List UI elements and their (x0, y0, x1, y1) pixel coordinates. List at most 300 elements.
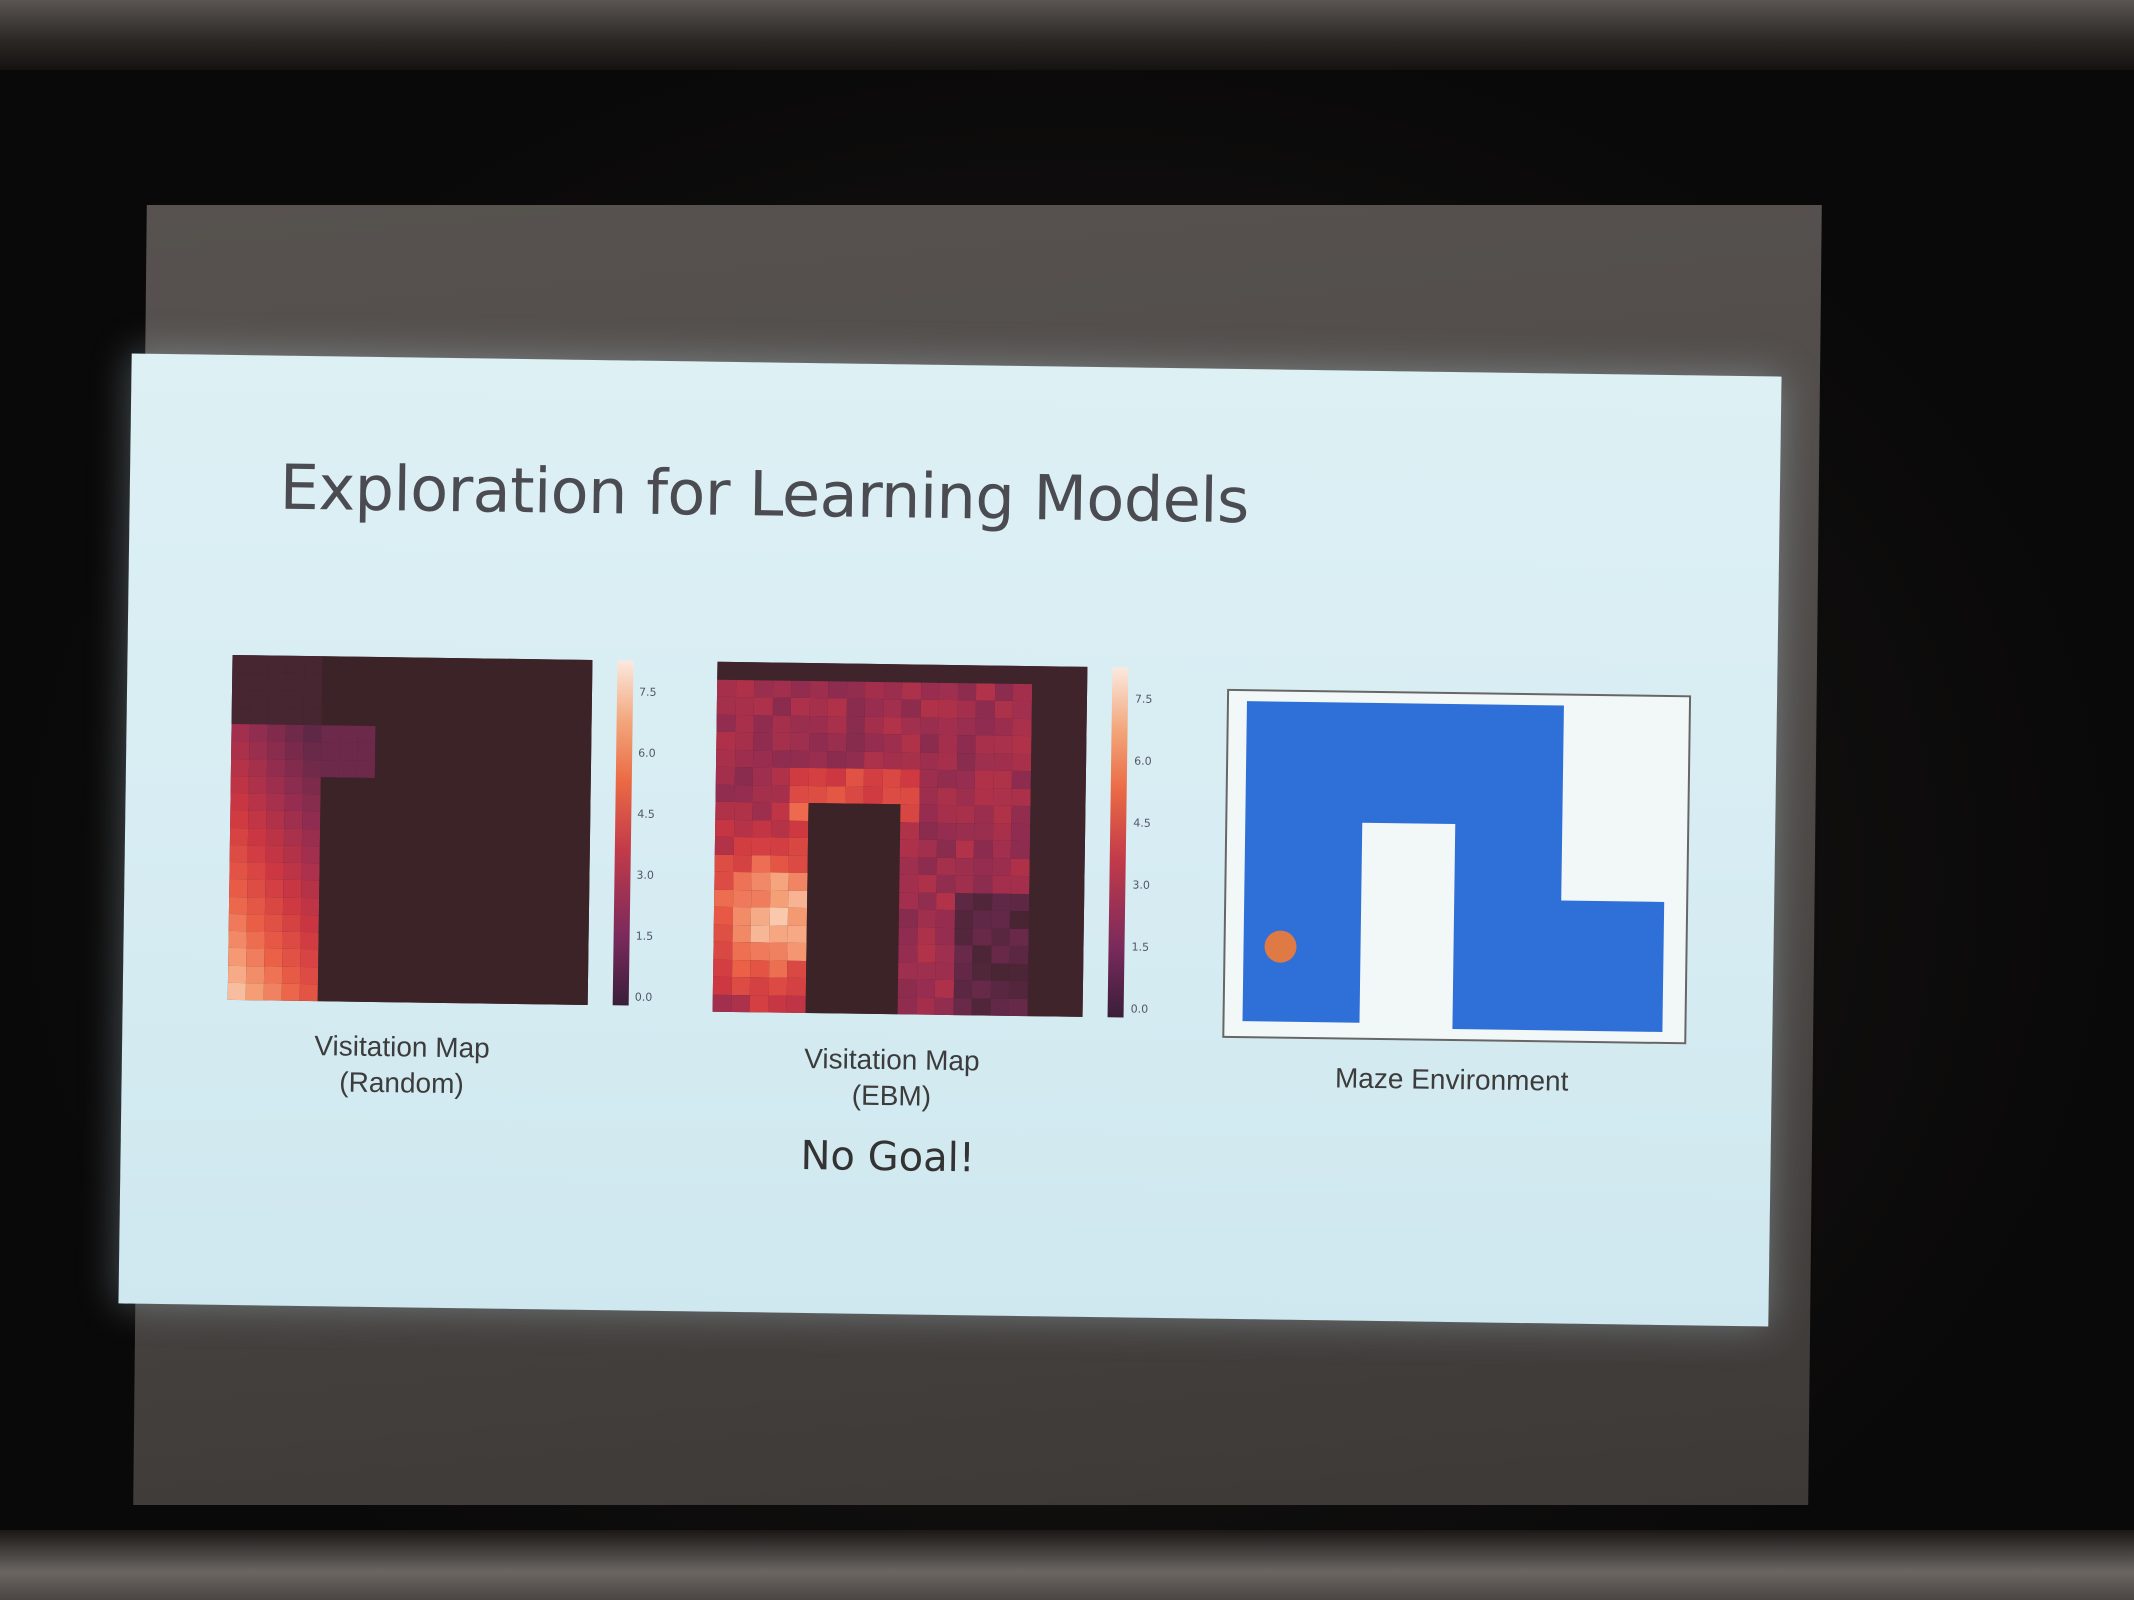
heatmap-random-cell (265, 880, 283, 897)
heatmap-ebm-cell (714, 907, 733, 925)
heatmap-random-cell (465, 779, 483, 796)
heatmap-ebm-cell (828, 681, 847, 699)
caption-ebm (741, 1040, 1042, 1116)
heatmap-ebm-cell (862, 891, 881, 909)
heatmap-random-cell (321, 725, 339, 742)
heatmap-random-cell (482, 848, 500, 865)
heatmap-random-cell (411, 761, 429, 778)
heatmap-random-cell (430, 675, 448, 692)
heatmap-random-cell (464, 831, 482, 848)
heatmap-ebm-cell (972, 945, 991, 963)
heatmap-random-cell (246, 948, 264, 965)
heatmap-ebm-cell (880, 909, 899, 927)
heatmap-random-cell (249, 741, 267, 758)
heatmap-random-cell (516, 935, 534, 952)
heatmap-ebm-cell (1046, 946, 1065, 964)
heatmap-ebm-cell (1066, 824, 1085, 842)
heatmap-ebm-cell (1048, 806, 1067, 824)
heatmap-ebm-cell (845, 751, 864, 769)
heatmap-ebm-cell (1066, 842, 1085, 860)
heatmap-random-cell (303, 742, 321, 759)
heatmap-random-cell (336, 967, 354, 984)
heatmap-random-cell (552, 935, 570, 952)
heatmap-random-cell (537, 728, 555, 745)
heatmap-ebm-cell (1029, 894, 1048, 912)
heatmap-ebm-cell (773, 663, 792, 681)
heatmap-random-cell (283, 897, 301, 914)
heatmap-random-cell (319, 898, 337, 915)
heatmap-ebm-cell (788, 890, 807, 908)
heatmap-ebm-cell (993, 788, 1012, 806)
heatmap-ebm-cell (751, 890, 770, 908)
heatmap-random-cell (428, 847, 446, 864)
heatmap-ebm-cell (826, 821, 845, 839)
heatmap-random-cell (426, 968, 444, 985)
heatmap-ebm-cell (954, 945, 973, 963)
heatmap-random-cell (393, 743, 411, 760)
heatmap-random-cell (340, 674, 358, 691)
heatmap-ebm-cell (973, 893, 992, 911)
heatmap-random-cell (230, 810, 248, 827)
heatmap-ebm-cell (1032, 666, 1051, 684)
heatmap-random-cell (247, 914, 265, 931)
heatmap-random-cell (301, 897, 319, 914)
heatmap-ebm-cell (862, 926, 881, 944)
heatmap-ebm-cell (955, 875, 974, 893)
heatmap-ebm-cell (863, 856, 882, 874)
heatmap-random-cell (429, 761, 447, 778)
heatmap-random-cell (304, 708, 322, 725)
heatmap-random-cell (374, 795, 392, 812)
heatmap-ebm-cell (805, 995, 824, 1013)
heatmap-random-cell (534, 970, 552, 987)
heatmap-random-cell (320, 846, 338, 863)
heatmap-ebm-cell (732, 924, 751, 942)
colorbar-tick: 4.5 (637, 807, 655, 821)
heatmap-random-cell (518, 814, 536, 831)
heatmap-ebm-cell (750, 977, 769, 995)
heatmap-ebm-cell (1010, 893, 1029, 911)
heatmap-random-cell (464, 796, 482, 813)
colorbar-ebm (1108, 667, 1129, 1017)
heatmap-ebm-cell (1011, 788, 1030, 806)
heatmap-random-cell (232, 655, 250, 672)
heatmap-random-cell (392, 795, 410, 812)
heatmap-ebm-cell (753, 785, 772, 803)
heatmap-ebm-cell (975, 770, 994, 788)
heatmap-ebm-cell (717, 679, 736, 697)
heatmap-ebm-cell (768, 977, 787, 995)
heatmap-ebm-cell (806, 960, 825, 978)
heatmap-ebm-cell (790, 785, 809, 803)
heatmap-random-cell (573, 763, 591, 780)
heatmap-ebm-cell (805, 978, 824, 996)
heatmap-random-cell (268, 690, 286, 707)
heatmap-random-cell (246, 931, 264, 948)
heatmap-random-cell (556, 694, 574, 711)
heatmap-random-cell (501, 762, 519, 779)
heatmap-ebm-cell (937, 822, 956, 840)
heatmap-ebm-cell (717, 697, 736, 715)
heatmap-ebm-cell (791, 680, 810, 698)
heatmap-ebm-cell (1066, 877, 1085, 895)
heatmap-ebm-cell (1068, 702, 1087, 720)
projector-ledge (0, 1530, 2134, 1600)
heatmap-ebm-cell (974, 788, 993, 806)
heatmap-random-cell (376, 709, 394, 726)
heatmap-random-cell (410, 847, 428, 864)
heatmap-ebm-cell (771, 785, 790, 803)
heatmap-ebm-cell (1067, 789, 1086, 807)
heatmap-random-cell (573, 780, 591, 797)
heatmap-ebm-cell (994, 701, 1013, 719)
heatmap-random-cell (446, 848, 464, 865)
heatmap-ebm-cell (1031, 684, 1050, 702)
heatmap-random-cell (282, 932, 300, 949)
heatmap-ebm-cell (808, 768, 827, 786)
heatmap-ebm-cell (920, 735, 939, 753)
heatmap-ebm-cell (1029, 859, 1048, 877)
heatmap-ebm-cell (808, 821, 827, 839)
heatmap-ebm-cell (900, 822, 919, 840)
heatmap-ebm-cell (919, 752, 938, 770)
heatmap-ebm-cell (1012, 736, 1031, 754)
heatmap-random-cell (499, 917, 517, 934)
heatmap-ebm-cell (935, 945, 954, 963)
heatmap-random-cell (319, 880, 337, 897)
heatmap-random-cell (574, 660, 592, 677)
heatmap-ebm-cell (806, 908, 825, 926)
heatmap-ebm-cell (733, 889, 752, 907)
heatmap-random-cell (519, 728, 537, 745)
heatmap-random-cell (517, 900, 535, 917)
heatmap-random-cell (376, 691, 394, 708)
heatmap-ebm-cell (1030, 771, 1049, 789)
heatmap-random-cell (282, 983, 300, 1000)
heatmap-ebm-cell (864, 734, 883, 752)
heatmap-random-cell (502, 693, 520, 710)
heatmap-ebm-cell (898, 997, 917, 1015)
heatmap-ebm-cell (716, 714, 735, 732)
heatmap-random-cell (249, 724, 267, 741)
heatmap-random-cell (302, 794, 320, 811)
heatmap-random-cell (265, 914, 283, 931)
heatmap-ebm-cell (1048, 789, 1067, 807)
heatmap-ebm-cell (917, 910, 936, 928)
heatmap-random-cell (318, 984, 336, 1001)
heatmap-random-cell (463, 917, 481, 934)
heatmap-ebm-cell (973, 875, 992, 893)
heatmap-random-cell (445, 899, 463, 916)
heatmap-ebm-cell (731, 994, 750, 1012)
colorbar-tick: 3.0 (636, 868, 655, 882)
heatmap-ebm-cell (715, 854, 734, 872)
heatmap-random-cell (267, 742, 285, 759)
heatmap-random-cell (336, 932, 354, 949)
heatmap-random-cell (538, 659, 556, 676)
heatmap-random-cell (357, 743, 375, 760)
heatmap-random-cell (482, 831, 500, 848)
heatmap-ebm-cell (806, 926, 825, 944)
heatmap-random-cell (250, 707, 268, 724)
heatmap-ebm-cell (1030, 806, 1049, 824)
heatmap-ebm-cell (754, 680, 773, 698)
heatmap-random-cell (483, 727, 501, 744)
heatmap-ebm-cell (975, 735, 994, 753)
heatmap-random-cell (446, 830, 464, 847)
heatmap-ebm-cell (937, 805, 956, 823)
heatmap-ebm-cell (992, 876, 1011, 894)
heatmap-ebm-cell (809, 733, 828, 751)
heatmap-random-cell (572, 798, 590, 815)
heatmap-ebm-cell (1009, 963, 1028, 981)
heatmap-random-cell (374, 812, 392, 829)
heatmap-random-cell (516, 952, 534, 969)
heatmap-random-cell (517, 918, 535, 935)
heatmap-random-cell (445, 917, 463, 934)
heatmap-ebm-cell (751, 925, 770, 943)
heatmap-random-cell (570, 936, 588, 953)
heatmap-random-cell (321, 742, 339, 759)
heatmap-ebm-cell (790, 750, 809, 768)
heatmap-ebm-cell (976, 683, 995, 701)
heatmap-random-cell (552, 953, 570, 970)
heatmap-ebm-cell (993, 806, 1012, 824)
heatmap-ebm-cell (993, 753, 1012, 771)
heatmap-random-cell (231, 776, 249, 793)
heatmap-random-cell (322, 673, 340, 690)
heatmap-random-cell (228, 983, 246, 1000)
heatmap-ebm-cell (1012, 718, 1031, 736)
heatmap-ebm-cell (900, 857, 919, 875)
heatmap-random-cell (430, 658, 448, 675)
heatmap-ebm-cell (825, 873, 844, 891)
heatmap-ebm-cell (939, 682, 958, 700)
heatmap-random-cell (356, 795, 374, 812)
heatmap-random-cell (408, 968, 426, 985)
heatmap-ebm-cell (734, 749, 753, 767)
heatmap-random-cell (516, 987, 534, 1004)
heatmap-random-cell (426, 951, 444, 968)
heatmap-ebm-cell (921, 665, 940, 683)
heatmap-ebm-cell (768, 995, 787, 1013)
heatmap-ebm-cell (771, 750, 790, 768)
heatmap-random-cell (229, 862, 247, 879)
no-goal-note: No Goal! (800, 1132, 976, 1182)
heatmap-random-cell (319, 863, 337, 880)
heatmap-ebm-cell (788, 908, 807, 926)
heatmap-random-cell (284, 828, 302, 845)
heatmap-ebm-cell (1027, 999, 1046, 1017)
heatmap-random (228, 655, 593, 1005)
heatmap-ebm-cell (1066, 894, 1085, 912)
heatmap-random-cell (339, 760, 357, 777)
heatmap-ebm-cell (900, 804, 919, 822)
heatmap-ebm-cell (825, 908, 844, 926)
heatmap-ebm-cell (990, 998, 1009, 1016)
heatmap-random-cell (267, 724, 285, 741)
heatmap-ebm-cell (843, 909, 862, 927)
heatmap-ebm-cell (880, 962, 899, 980)
heatmap-ebm-cell (769, 960, 788, 978)
heatmap-ebm-cell (1046, 964, 1065, 982)
heatmap-random-cell (501, 779, 519, 796)
heatmap-random-cell (517, 883, 535, 900)
heatmap-ebm-cell (846, 734, 865, 752)
heatmap-random-cell (480, 934, 498, 951)
heatmap-random-cell (248, 845, 266, 862)
heatmap-random-cell (428, 830, 446, 847)
heatmap-random-cell (572, 815, 590, 832)
heatmap-ebm-cell (863, 786, 882, 804)
heatmap-ebm-cell (973, 910, 992, 928)
heatmap-ebm-cell (827, 786, 846, 804)
heatmap-ebm-cell (1064, 999, 1083, 1017)
heatmap-random-cell (338, 846, 356, 863)
heatmap-random-cell (534, 987, 552, 1004)
heatmap-random-cell (372, 933, 390, 950)
heatmap-ebm-cell (1048, 841, 1067, 859)
heatmap-ebm-cell (807, 856, 826, 874)
heatmap-random-cell (247, 897, 265, 914)
heatmap-ebm-cell (787, 978, 806, 996)
heatmap-random-cell (462, 934, 480, 951)
heatmap-ebm-cell (902, 699, 921, 717)
heatmap-ebm-cell (734, 767, 753, 785)
heatmap-ebm (713, 662, 1088, 1017)
heatmap-ebm-cell (861, 944, 880, 962)
heatmap-random-cell (427, 916, 445, 933)
heatmap-ebm-cell (825, 926, 844, 944)
heatmap-random-cell (267, 776, 285, 793)
heatmap-ebm-cell (899, 874, 918, 892)
colorbar-tick: 1.5 (1131, 940, 1150, 954)
heatmap-random-cell (394, 709, 412, 726)
heatmap-random-cell (390, 968, 408, 985)
heatmap-ebm-cell (1048, 824, 1067, 842)
heatmap-random-cell (355, 881, 373, 898)
heatmap-ebm-cell (750, 942, 769, 960)
colorbar-tick: 0.0 (634, 990, 653, 1004)
heatmap-ebm-cell (1065, 947, 1084, 965)
heatmap-ebm-cell (736, 662, 755, 680)
heatmap-random-cell (248, 810, 266, 827)
heatmap-ebm-cell (787, 995, 806, 1013)
heatmap-random-cell (230, 827, 248, 844)
heatmap-random-cell (230, 845, 248, 862)
heatmap-random-cell (444, 934, 462, 951)
heatmap-random-cell (390, 933, 408, 950)
heatmap-ebm-cell (883, 734, 902, 752)
heatmap-random-cell (286, 656, 304, 673)
heatmap-ebm-cell (753, 715, 772, 733)
heatmap-ebm-cell (1068, 719, 1087, 737)
heatmap-ebm-cell (770, 890, 789, 908)
heatmap-random-cell (229, 914, 247, 931)
heatmap-ebm-cell (953, 980, 972, 998)
heatmap-ebm-cell (715, 819, 734, 837)
heatmap-ebm-cell (842, 979, 861, 997)
heatmap-ebm-cell (935, 962, 954, 980)
heatmap-random-cell (448, 658, 466, 675)
heatmap-ebm-cell (734, 802, 753, 820)
colorbar-tick: 6.0 (1134, 754, 1152, 768)
heatmap-random-cell (482, 796, 500, 813)
heatmap-ebm-cell (899, 909, 918, 927)
heatmap-random-cell (553, 866, 571, 883)
heatmap-ebm-cell (1030, 789, 1049, 807)
heatmap-ebm-cell (937, 857, 956, 875)
heatmap-random-cell (499, 883, 517, 900)
heatmap-random-cell (462, 951, 480, 968)
heatmap-ebm-cell (861, 996, 880, 1014)
heatmap-random-cell (376, 657, 394, 674)
heatmap-random-cell (519, 745, 537, 762)
heatmap-ebm-cell (898, 944, 917, 962)
heatmap-random-cell (480, 969, 498, 986)
heatmap-random-cell (264, 966, 282, 983)
heatmap-random-cell (555, 728, 573, 745)
heatmap-ebm-cell (771, 820, 790, 838)
heatmap-random-cell (499, 900, 517, 917)
heatmap-random-cell (429, 744, 447, 761)
heatmap-ebm-cell (1046, 981, 1065, 999)
heatmap-random-cell (409, 916, 427, 933)
heatmap-random-cell (229, 896, 247, 913)
heatmap-ebm-cell (843, 944, 862, 962)
heatmap-ebm-cell (936, 875, 955, 893)
heatmap-ebm-cell (992, 841, 1011, 859)
heatmap-random-cell (392, 847, 410, 864)
heatmap-ebm-cell (844, 874, 863, 892)
colorbar-tick: 7.5 (638, 685, 657, 699)
heatmap-ebm-cell (919, 822, 938, 840)
heatmap-ebm-cell (846, 681, 865, 699)
heatmap-random-cell (556, 711, 574, 728)
heatmap-ebm-cell (864, 751, 883, 769)
heatmap-ebm-cell (1029, 876, 1048, 894)
heatmap-ebm-cell (902, 682, 921, 700)
heatmap-random-cell (393, 761, 411, 778)
heatmap-ebm-cell (771, 768, 790, 786)
heatmap-random-cell (484, 658, 502, 675)
heatmap-random-cell (250, 672, 268, 689)
heatmap-random-cell (570, 987, 588, 1004)
heatmap-ebm-cell (995, 666, 1014, 684)
colorbar-tick: 4.5 (1133, 816, 1151, 830)
heatmap-ebm-cell (808, 751, 827, 769)
heatmap-ebm-cell (953, 998, 972, 1016)
heatmap-random-cell (337, 915, 355, 932)
heatmap-random-cell (574, 711, 592, 728)
heatmap-random-cell (304, 673, 322, 690)
heatmap-ebm-cell (882, 752, 901, 770)
heatmap-ebm-cell (1029, 841, 1048, 859)
heatmap-random-cell (554, 832, 572, 849)
heatmap-random-cell (301, 880, 319, 897)
heatmap-random-cell (481, 883, 499, 900)
heatmap-ebm-cell (787, 943, 806, 961)
heatmap-ebm-cell (1065, 929, 1084, 947)
heatmap-random-cell (266, 811, 284, 828)
heatmap-random-cell (483, 762, 501, 779)
heatmap-ebm-cell (937, 840, 956, 858)
heatmap-random-cell (232, 672, 250, 689)
heatmap-random-cell (538, 676, 556, 693)
heatmap-random-cell (300, 932, 318, 949)
heatmap-random-cell (267, 759, 285, 776)
heatmap-random-cell (519, 780, 537, 797)
